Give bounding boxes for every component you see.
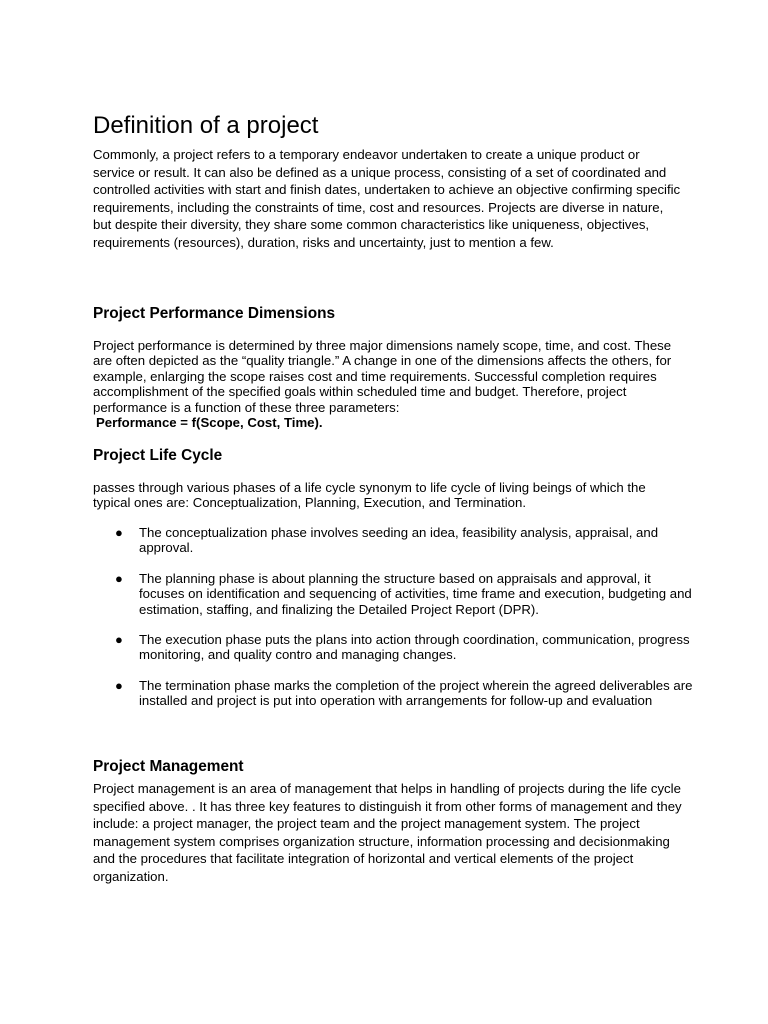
page-title: Definition of a project xyxy=(93,112,319,139)
list-item-text: The conceptualization phase involves seeding an idea, feasibility analysis, appraisal, and approval. xyxy=(139,525,659,556)
life-cycle-paragraph: passes through various phases of a life cycle synonym to life cycle of living beings of which the typical ones are: Conceptualization, Planning, Execution, and Termination. xyxy=(93,480,646,511)
management-heading: Project Management xyxy=(93,758,244,775)
bullet-icon: ● xyxy=(115,677,123,693)
list-item xyxy=(93,678,693,709)
list-item-text: The execution phase puts the plans into action through coordination, communication, progress monitoring, and quality contro and managing changes. xyxy=(139,632,690,663)
management-paragraph: Project management is an area of management that helps in handling of projects during the life cycle specified above. . It has three key features to distinguish it from other forms of management and they include: a project manager, the project team and the project management system. The project management system comprises organization structure, information processing and decisionmaking and the procedures that facilitate integration of horizontal and vertical elements of the project organization. xyxy=(93,781,682,884)
bullet-icon: ● xyxy=(115,525,123,540)
list-item-text: The termination phase marks the completion of the project wherein the agreed deliverables are installed and project is put into operation with arrangements for follow-up and evaluation xyxy=(139,677,693,709)
list-item-text: The planning phase is about planning the structure based on appraisals and approval, it focuses on identification and sequencing of activities, time frame and execution, budgeting and estimation, staffing, and finalizing the Detailed Project Report (DPR). xyxy=(139,570,692,617)
life-cycle-heading: Project Life Cycle xyxy=(93,447,223,464)
list-item xyxy=(93,571,693,617)
performance-paragraph xyxy=(93,338,683,430)
bullet-icon: ● xyxy=(115,632,123,648)
performance-heading: Project Performance Dimensions xyxy=(93,305,336,322)
performance-formula: Performance = f(Scope, Cost, Time). xyxy=(96,415,323,431)
list-item xyxy=(93,525,693,556)
intro-paragraph: Commonly, a project refers to a temporary endeavor undertaken to create a unique product or service or result. It can also be defined as a unique process, consisting of a set of coordinated and controlled activities with start and finish dates, undertaken to achieve an objective confirming specific requirements, including the constraints of time, cost and resources. Projects are diverse in nature, but despite their diversity, they share some common characteristics like uniqueness, objectives, requirements (resources), duration, risks and uncertainty, just to mention a few. xyxy=(93,147,681,250)
life-cycle-phase-list xyxy=(93,525,693,724)
bullet-icon: ● xyxy=(115,570,123,586)
list-item xyxy=(93,632,693,663)
performance-body: Project performance is determined by three major dimensions namely scope, time, and cost. These are often depicted as the “quality triangle.” A change in one of the dimensions affects the others, for example, enlarging the scope raises cost and time requirements. Successful completion requires accomplishment of the specified goals within scheduled time and budget. Therefore, project performance is a function of these three parameters: xyxy=(93,338,672,415)
